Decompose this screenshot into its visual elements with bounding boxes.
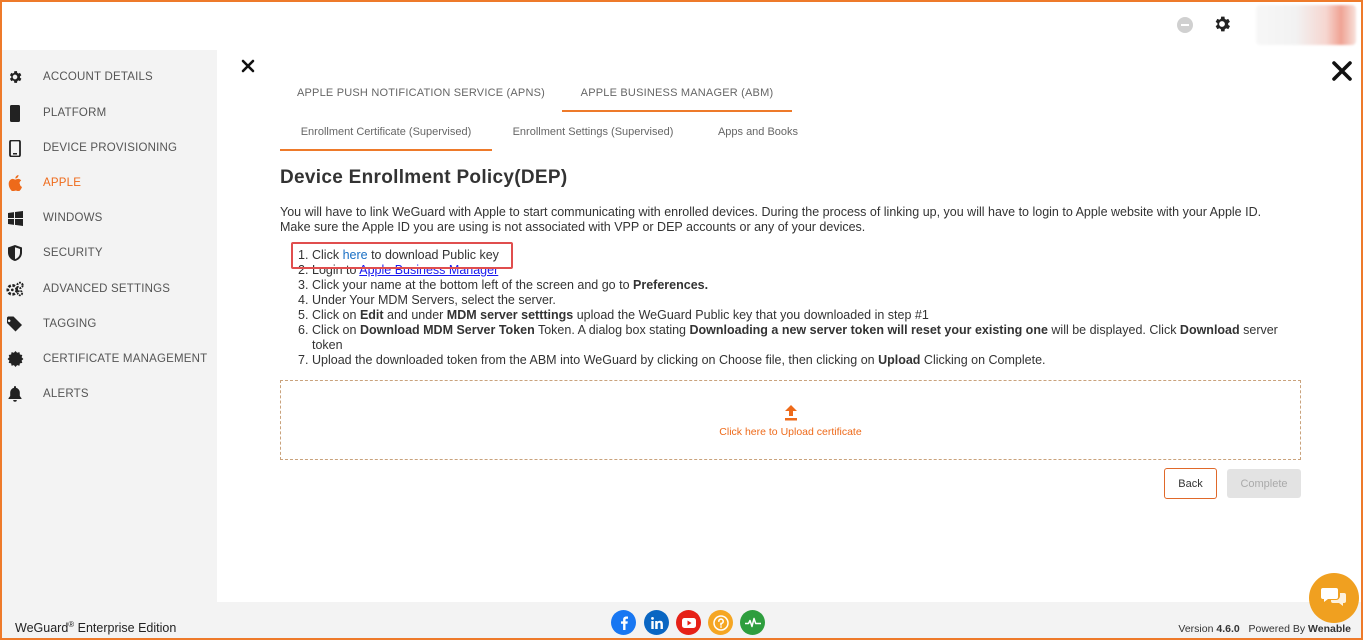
- step-6: 6. Click on Download MDM Server Token Token. A dialog box stating Downloading a new server token will reset your existing one will be displayed. Click Download server token: [298, 323, 1278, 352]
- bell-icon: [6, 385, 24, 403]
- download-public-key-link[interactable]: here: [342, 248, 368, 262]
- close-panel-icon[interactable]: [1331, 60, 1353, 82]
- phone-icon: [6, 104, 24, 122]
- linkedin-icon[interactable]: [644, 610, 669, 635]
- sidebar-item-platform[interactable]: [2, 98, 217, 128]
- intro-text: You will have to link WeGuard with Apple to start communicating with enrolled devices. During the process of linking up, you will have to login to Apple website with your Apple ID. Make sure the Apple ID you are using is not associated with VPP or DEP accounts or any of your devices.: [280, 205, 1262, 234]
- settings-gear-icon[interactable]: [1212, 14, 1232, 34]
- sidebar-item-label: ADVANCED SETTINGS: [43, 283, 171, 295]
- upload-icon: [784, 405, 798, 421]
- shield-icon: [6, 244, 24, 262]
- minimize-circle-icon[interactable]: [1177, 17, 1193, 33]
- sidebar-item-tagging[interactable]: [2, 309, 217, 339]
- apple-icon: [6, 174, 24, 192]
- apple-business-manager-link[interactable]: Apple Business Manager: [359, 263, 499, 277]
- tag-icon: [6, 315, 24, 333]
- complete-button: Complete: [1227, 469, 1301, 498]
- sidebar-item-security[interactable]: [2, 238, 217, 268]
- help-icon[interactable]: [708, 610, 733, 635]
- gear-icon: [6, 68, 24, 86]
- tab-apns[interactable]: APPLE PUSH NOTIFICATION SERVICE (APNS): [296, 87, 545, 99]
- back-button[interactable]: Back: [1164, 468, 1217, 499]
- tab-abm[interactable]: APPLE BUSINESS MANAGER (ABM): [562, 80, 792, 112]
- sidebar-item-label: CERTIFICATE MANAGEMENT: [43, 353, 208, 365]
- step-5: 5. Click on Edit and under MDM server setttings upload the WeGuard Public key that you downloaded in step #1: [298, 308, 929, 322]
- upload-label: Click here to Upload certificate: [719, 426, 862, 438]
- sidebar-item-windows[interactable]: [2, 203, 217, 233]
- upload-certificate-dropzone[interactable]: [280, 380, 1301, 460]
- sidebar-item-label: DEVICE PROVISIONING: [43, 142, 178, 154]
- brand-label: WeGuard® Enterprise Edition: [15, 620, 177, 636]
- sidebar-item-label: WINDOWS: [43, 212, 103, 224]
- close-icon[interactable]: [240, 58, 256, 74]
- gears-icon: [6, 280, 24, 298]
- sidebar-item-label: PLATFORM: [43, 107, 107, 119]
- highlight-annotation-box: [291, 242, 513, 269]
- sidebar-item-certificate-management[interactable]: [2, 344, 217, 374]
- certificate-icon: [6, 350, 24, 368]
- step-1: 1. Click here to download Public key: [298, 248, 499, 262]
- step-7: 7. Upload the downloaded token from the ABM into WeGuard by clicking on Choose file, then clicking on Upload Clicking on Complete.: [298, 353, 1046, 367]
- chat-icon: [1321, 587, 1347, 609]
- step-3: 3. Click your name at the bottom left of the screen and go to Preferences.: [298, 278, 709, 292]
- status-pulse-icon[interactable]: [740, 610, 765, 635]
- sidebar-item-account-details[interactable]: [2, 62, 217, 92]
- sidebar: [2, 50, 217, 602]
- sidebar-item-device-provisioning[interactable]: [2, 133, 217, 163]
- sidebar-item-advanced-settings[interactable]: [2, 274, 217, 304]
- version-info: Version 4.6.0 Powered By Wenable: [1178, 623, 1351, 635]
- windows-icon: [6, 209, 24, 227]
- chat-button[interactable]: [1309, 573, 1359, 623]
- facebook-icon[interactable]: [611, 610, 636, 635]
- top-bar: [0, 0, 1363, 50]
- sidebar-item-label: ALERTS: [43, 388, 89, 400]
- step-4: 4. Under Your MDM Servers, select the server.: [298, 293, 556, 307]
- footer: [2, 602, 1361, 638]
- device-icon: [6, 139, 24, 157]
- sidebar-item-label: ACCOUNT DETAILS: [43, 71, 153, 83]
- sidebar-item-label: APPLE: [43, 177, 82, 189]
- user-avatar[interactable]: [1256, 5, 1356, 45]
- step-2: 2. Login to Apple Business Manager: [298, 263, 499, 277]
- sidebar-item-alerts[interactable]: [2, 379, 217, 409]
- tab-enrollment-settings[interactable]: Enrollment Settings (Supervised): [512, 126, 674, 138]
- youtube-icon[interactable]: [676, 610, 701, 635]
- tab-apps-and-books[interactable]: Apps and Books: [717, 126, 799, 138]
- sidebar-item-apple[interactable]: [2, 168, 217, 198]
- page-title: Device Enrollment Policy(DEP): [280, 167, 568, 188]
- tab-enrollment-certificate[interactable]: Enrollment Certificate (Supervised): [280, 120, 492, 151]
- sidebar-item-label: SECURITY: [43, 247, 103, 259]
- sidebar-item-label: TAGGING: [43, 318, 97, 330]
